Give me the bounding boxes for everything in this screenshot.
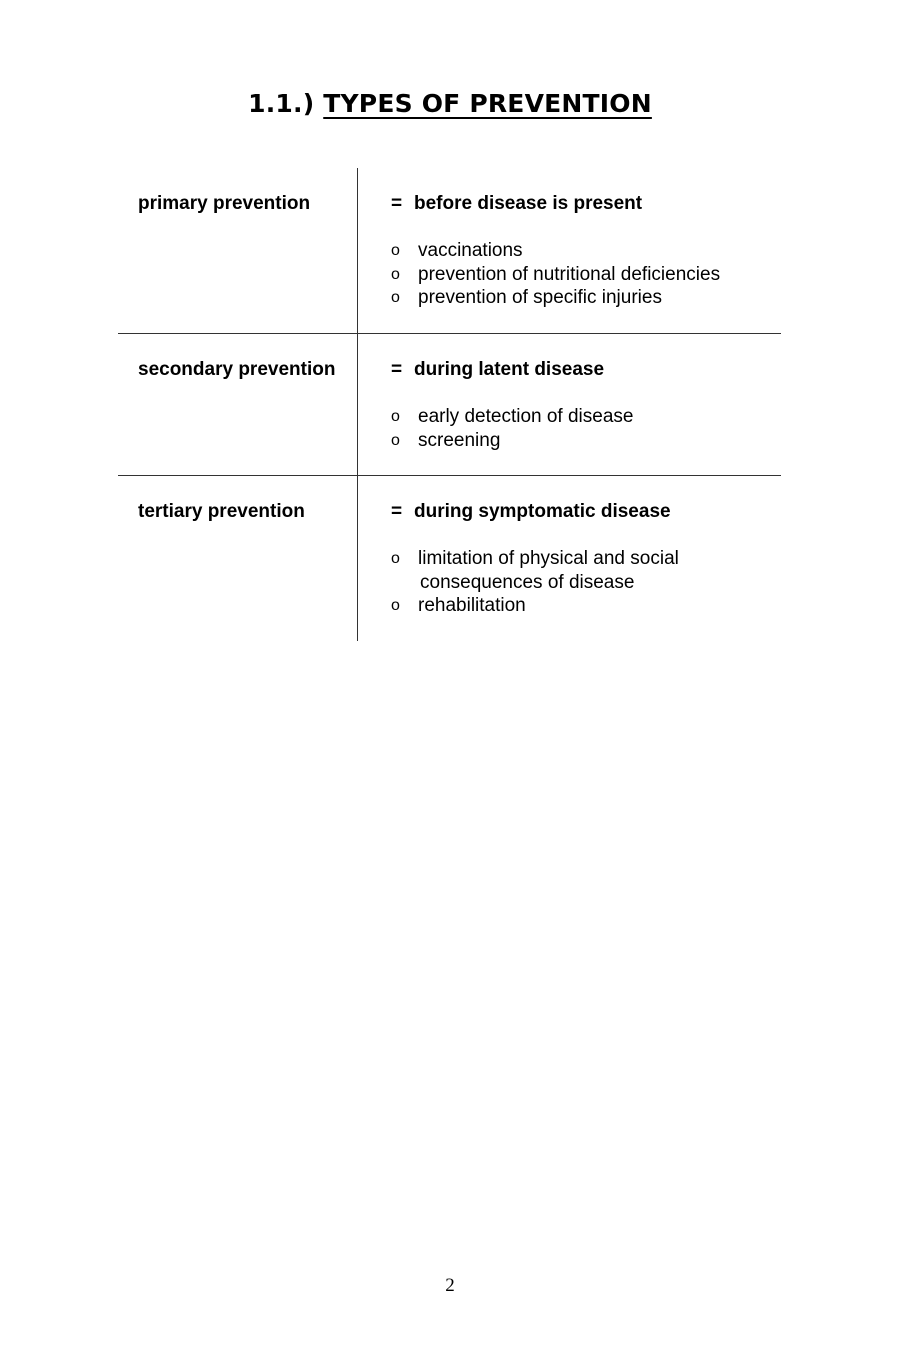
bullet-icon: o	[391, 242, 400, 259]
bullet-icon: o	[391, 597, 400, 614]
list-item: o early detection of disease	[391, 406, 634, 427]
bullet-icon: o	[391, 408, 400, 425]
list-item: o screening	[391, 429, 501, 451]
prevention-table	[118, 168, 781, 641]
bullet-icon: o	[391, 265, 400, 283]
equals-sign: =	[391, 193, 403, 214]
list-item: o prevention of nutritional deficiencies	[391, 263, 721, 285]
bullet-icon: o	[391, 431, 400, 449]
page-title	[0, 86, 900, 122]
section-title: TYPES OF PREVENTION	[323, 89, 652, 118]
example-list	[391, 405, 633, 452]
list-item: o rehabilitation	[391, 595, 526, 616]
definition-text: during latent disease	[414, 359, 605, 380]
prevention-definition	[391, 358, 604, 382]
definition-text: before disease is present	[414, 193, 643, 214]
prevention-type-label: tertiary prevention	[138, 501, 305, 522]
list-item: o limitation of physical and social consequences of disease	[391, 548, 679, 593]
page-number: 2	[445, 1275, 455, 1296]
equals-sign: =	[391, 501, 403, 522]
table-row-secondary	[118, 334, 781, 476]
equals-sign: =	[391, 359, 403, 380]
bullet-icon: o	[391, 550, 400, 567]
list-item-continuation: consequences of disease	[420, 571, 635, 593]
prevention-type-label: primary prevention	[138, 193, 311, 214]
list-item: o prevention of specific injuries	[391, 287, 662, 308]
example-list	[391, 547, 679, 618]
table-row-tertiary	[118, 476, 781, 641]
bullet-icon: o	[391, 289, 400, 306]
prevention-definition	[391, 192, 642, 216]
list-item: o vaccinations	[391, 240, 523, 261]
prevention-definition	[391, 500, 671, 524]
section-number: 1.1.)	[248, 89, 315, 118]
example-list	[391, 239, 720, 310]
table-row-primary	[118, 168, 781, 334]
definition-text: during symptomatic disease	[414, 501, 671, 522]
prevention-type-label: secondary prevention	[138, 359, 336, 380]
